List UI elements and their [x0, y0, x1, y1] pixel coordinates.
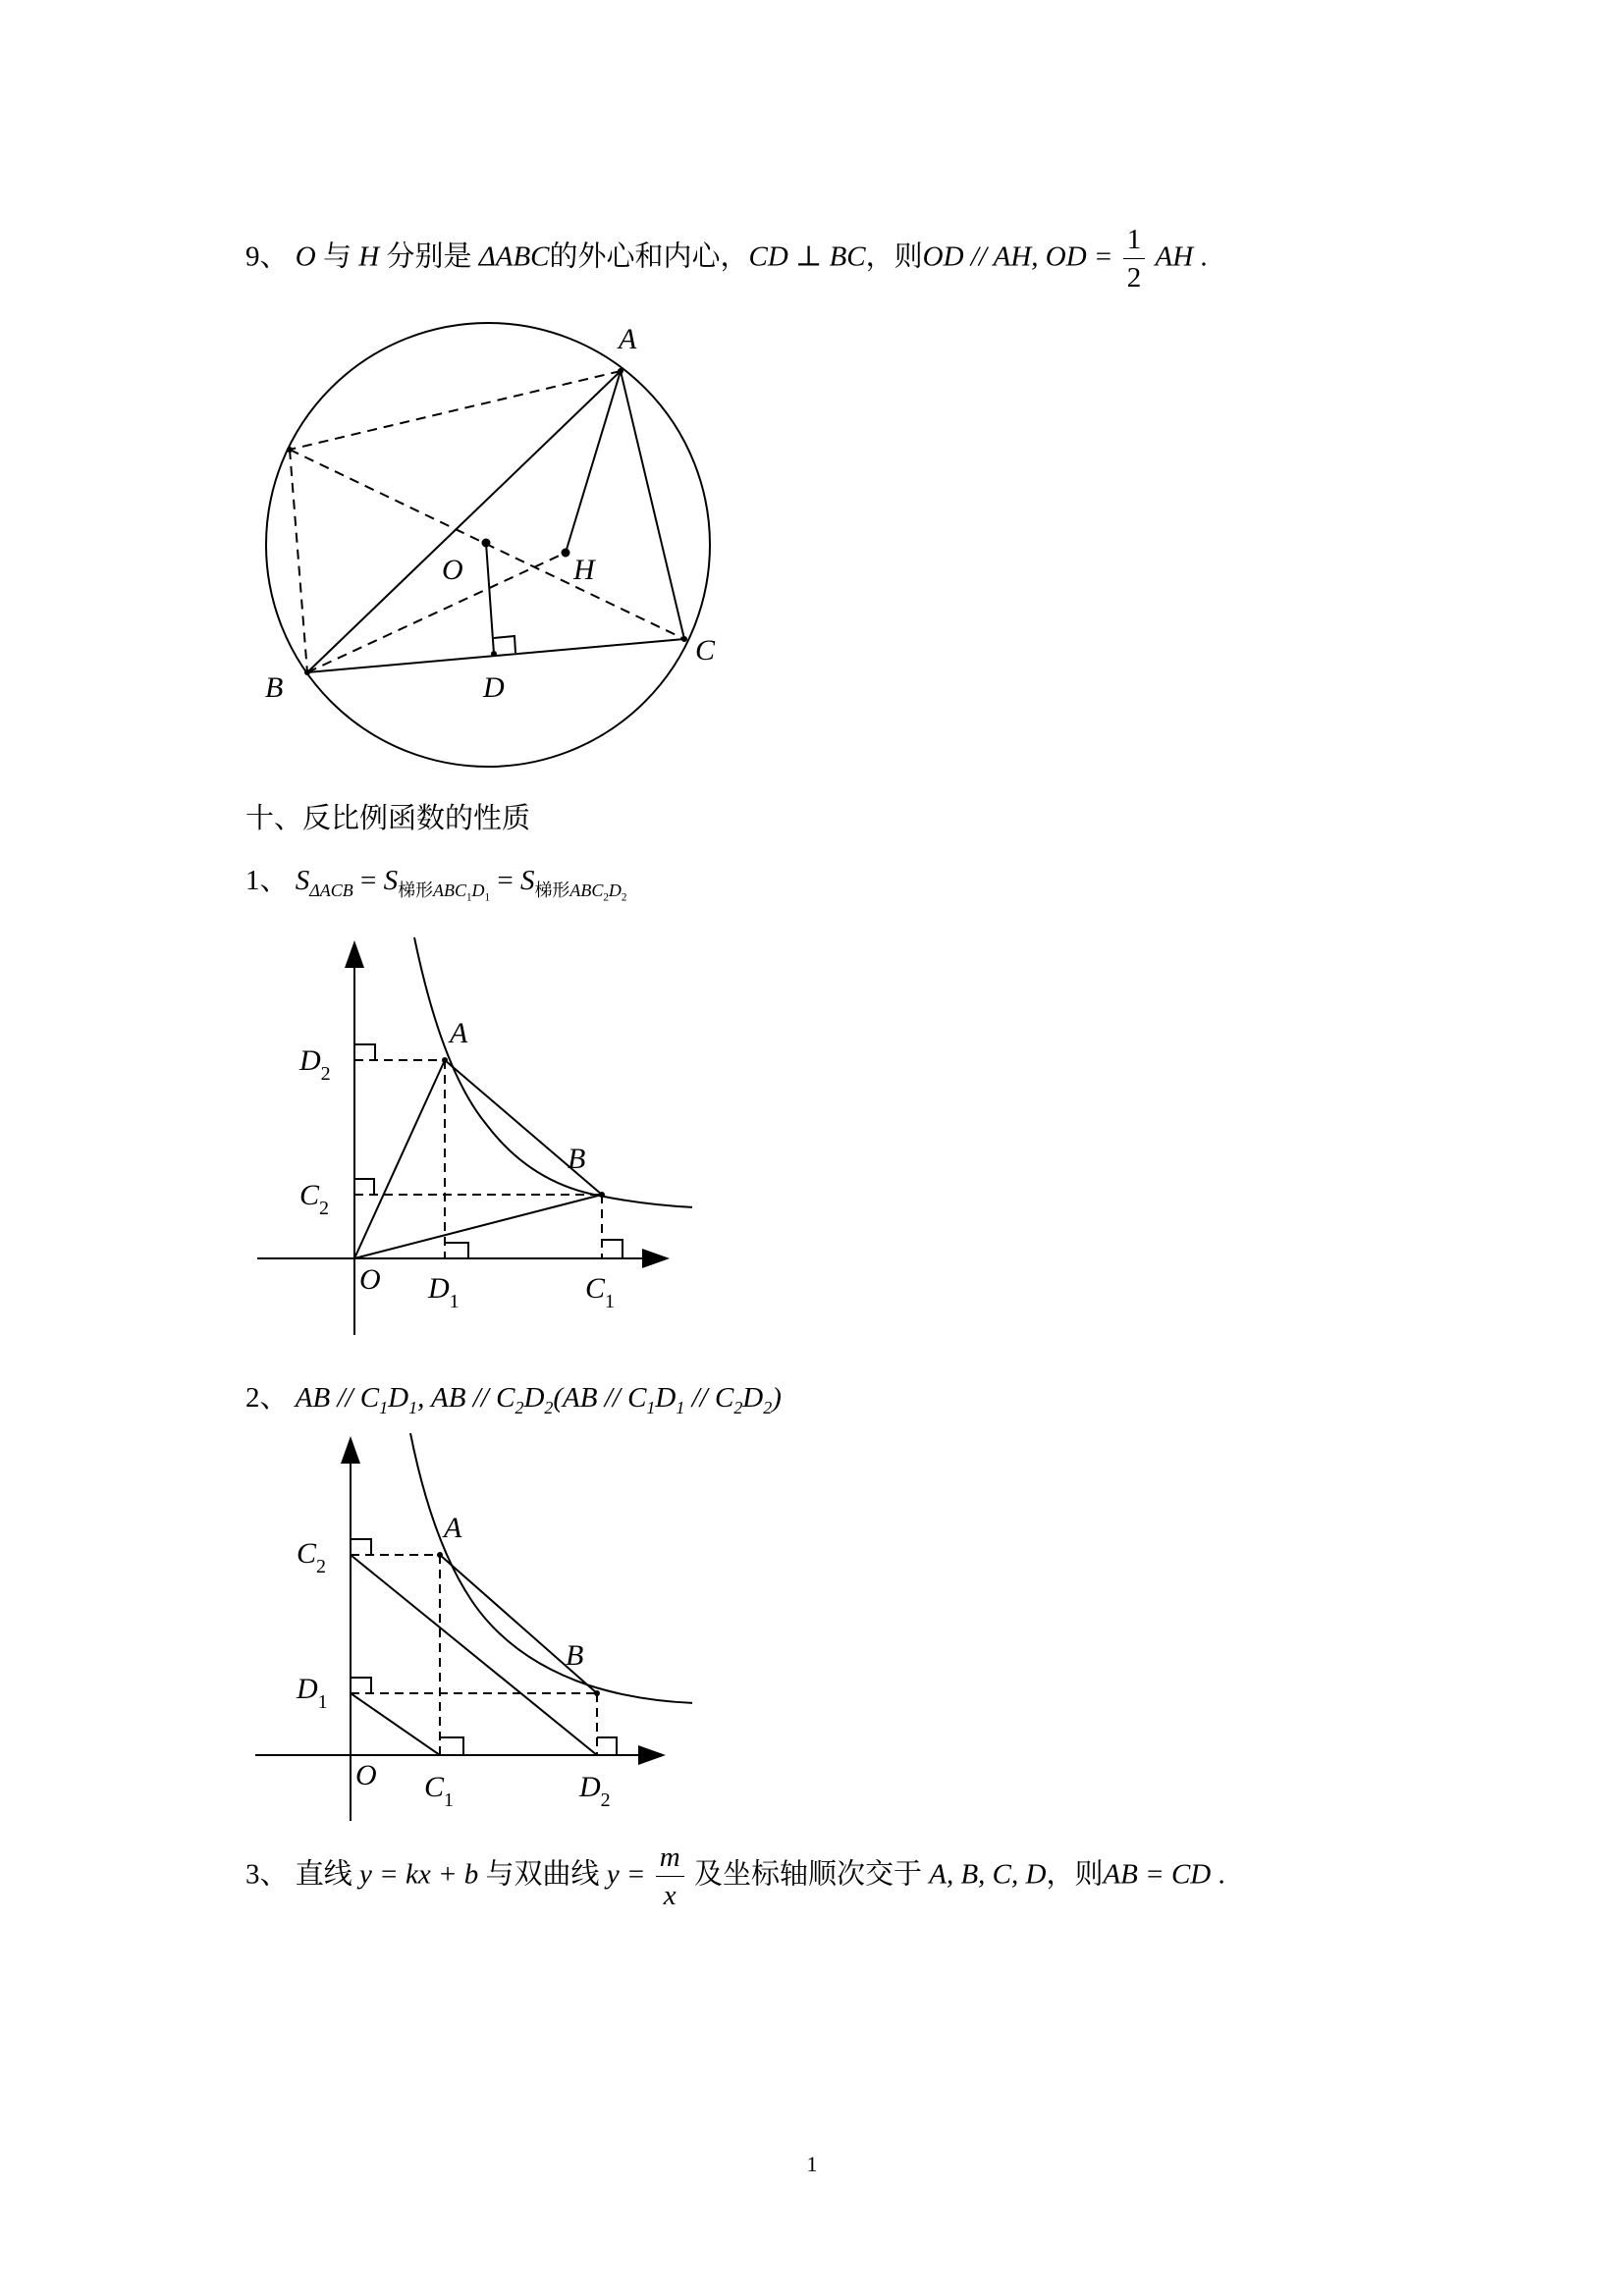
- label-d1: $D_1$: [297, 1673, 328, 1713]
- label-a: A: [619, 323, 637, 355]
- math-s: S: [295, 865, 310, 896]
- label-c2: $C_2$: [297, 1537, 327, 1577]
- math-s: S: [519, 865, 535, 896]
- label-c2: $C_2$: [299, 1179, 330, 1219]
- period: .: [1218, 1858, 1225, 1891]
- text: 分别是: [386, 240, 472, 273]
- label-o: O: [442, 554, 463, 586]
- segment-od: [486, 543, 494, 654]
- math-o: O: [295, 240, 316, 273]
- hyperbola-curve: [410, 1433, 692, 1703]
- dashed-b-h: [307, 553, 566, 672]
- dashed-a-e: [290, 371, 621, 450]
- point-e: [287, 447, 293, 453]
- math-ah: AH: [1155, 240, 1194, 273]
- label-o: O: [355, 1759, 377, 1791]
- label-c: C: [695, 634, 716, 667]
- subscript-triangle: ΔACB: [309, 880, 353, 900]
- item-number: 3、: [245, 1858, 289, 1891]
- point-b: [599, 1192, 605, 1198]
- text: 及坐标轴顺次交于: [693, 1858, 922, 1891]
- item-number: 1、: [245, 865, 289, 896]
- point-o: [482, 539, 491, 548]
- label-b: B: [265, 671, 284, 704]
- fraction-denominator: x: [663, 1880, 677, 1911]
- segment-oa: [354, 1060, 445, 1258]
- text: ，则: [1046, 1858, 1104, 1891]
- text: 直线: [295, 1858, 352, 1891]
- item9-statement: [245, 226, 1208, 293]
- right-angle-mark: [597, 1737, 617, 1755]
- math-points: A, B, C, D: [929, 1858, 1047, 1891]
- equals: =: [360, 865, 377, 896]
- right-angle-mark: [445, 1243, 468, 1258]
- fraction-m-over-x: [656, 1843, 684, 1910]
- label-d: D: [483, 671, 505, 704]
- label-b: B: [568, 1143, 586, 1175]
- right-angle-mark: [351, 1539, 371, 1555]
- subscript-trapezoid-2: 梯形ABC2D2: [534, 880, 627, 904]
- math-h: H: [358, 240, 380, 273]
- text: 与双曲线: [485, 1858, 600, 1891]
- math-conclusion: AB = CD: [1103, 1858, 1212, 1891]
- math-line-equation: y = kx + b: [359, 1858, 479, 1891]
- segment-d1-c1: [351, 1693, 440, 1755]
- dashed-e-b: [290, 450, 307, 672]
- label-c1: $C_1$: [424, 1771, 455, 1811]
- point-a: [442, 1057, 448, 1063]
- point-b: [304, 669, 310, 675]
- fraction-half: [1123, 226, 1146, 293]
- period: .: [1200, 240, 1208, 273]
- math-relation: OD // AH, OD =: [922, 240, 1113, 273]
- label-o: O: [359, 1263, 381, 1296]
- point-b: [594, 1690, 600, 1696]
- text: 的外心和内心，: [549, 240, 749, 273]
- right-angle-mark: [440, 1737, 463, 1755]
- label-a: A: [450, 1017, 468, 1049]
- right-angle-mark: [351, 1678, 371, 1693]
- section-title: 十、反比例函数的性质: [245, 803, 531, 834]
- point-d: [491, 651, 497, 657]
- side-ab: [307, 371, 621, 672]
- right-angle-mark: [602, 1240, 623, 1258]
- hyperbola-curve: [414, 937, 692, 1207]
- point-a: [437, 1552, 443, 1558]
- math-y-equals: y =: [606, 1858, 646, 1891]
- math-parallel: AB // $C_1D_1$, AB // $C_2D_2(AB // C_1D_1 // C_2D_2)$: [295, 1382, 782, 1417]
- right-angle-mark: [354, 1179, 374, 1195]
- page-number: 1: [806, 2152, 818, 2176]
- segment-ab: [440, 1555, 597, 1693]
- label-a: A: [444, 1512, 462, 1544]
- label-b: B: [566, 1639, 584, 1672]
- text: 与: [322, 240, 352, 273]
- item-number: 9、: [245, 240, 289, 273]
- fraction-numerator: m: [656, 1843, 684, 1877]
- label-d1: $D_1$: [428, 1272, 460, 1312]
- math-triangle: ΔABC: [478, 240, 550, 273]
- right-angle-mark: [494, 636, 515, 653]
- right-angle-mark: [354, 1044, 375, 1060]
- label-h: H: [573, 554, 595, 586]
- label-d2: $D_2$: [579, 1771, 611, 1811]
- label-c1: $C_1$: [585, 1272, 616, 1312]
- circle-triangle-figure: [250, 314, 741, 775]
- hyperbola-figure-2: [250, 1433, 692, 1836]
- item2-statement: [245, 1384, 782, 1416]
- math-perp: CD ⊥ BC: [748, 240, 866, 273]
- point-c: [681, 636, 687, 642]
- label-d2: $D_2$: [299, 1044, 331, 1085]
- fraction-denominator: 2: [1126, 262, 1142, 294]
- side-ac: [621, 371, 684, 639]
- point-h: [562, 549, 570, 558]
- text: ，则: [865, 240, 923, 273]
- math-s: S: [383, 865, 399, 896]
- fraction-numerator: 1: [1123, 226, 1146, 259]
- hyperbola-figure-1: [250, 933, 692, 1345]
- segment-ob: [354, 1195, 602, 1258]
- item1-statement: [245, 867, 626, 904]
- item-number: 2、: [245, 1382, 289, 1414]
- point-a: [618, 368, 623, 374]
- subscript-trapezoid-1: 梯形ABC1D1: [398, 880, 491, 904]
- item3-statement: [245, 1843, 1225, 1910]
- equals: =: [497, 865, 514, 896]
